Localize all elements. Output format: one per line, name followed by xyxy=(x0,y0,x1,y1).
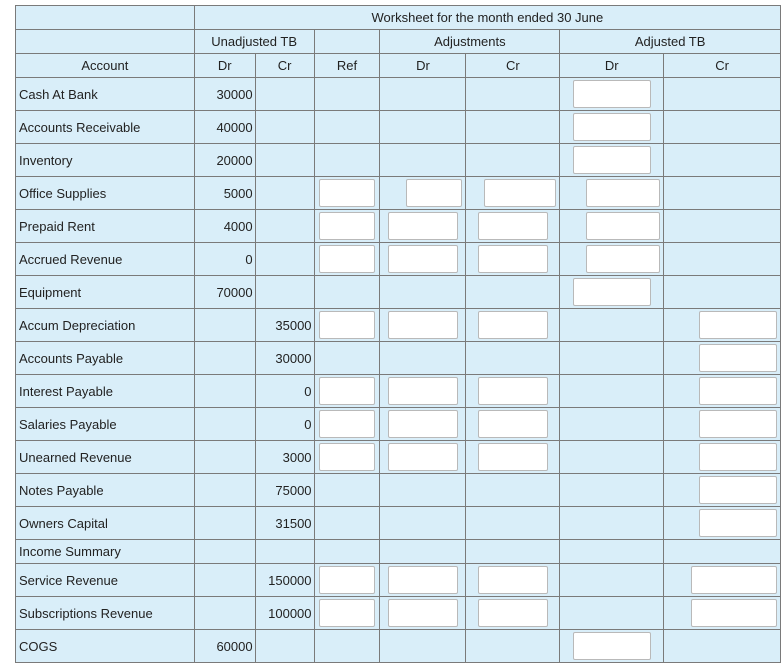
unadjusted-dr-value: 60000 xyxy=(194,630,255,663)
adj-dr-cell xyxy=(380,309,466,342)
table-row xyxy=(16,144,781,177)
adjustment-dr-input[interactable] xyxy=(388,566,458,594)
unadjusted-dr-header: Dr xyxy=(194,54,255,78)
adj-dr-cell xyxy=(380,630,466,663)
ref-input[interactable] xyxy=(319,566,375,594)
table-row xyxy=(16,540,781,564)
adjustments-dr-header: Dr xyxy=(380,54,466,78)
adj-cr-cell xyxy=(466,177,560,210)
account-name: Notes Payable xyxy=(16,474,195,507)
adjusted-dr-cell xyxy=(560,441,664,474)
adj-dr-cell xyxy=(380,564,466,597)
adjusted-cr-cell xyxy=(664,630,781,663)
unadjusted-cr-value: 100000 xyxy=(255,597,314,630)
adjusted-cr-cell xyxy=(664,243,781,276)
unadjusted-cr-value xyxy=(255,144,314,177)
blank-cell xyxy=(314,30,380,54)
table-row xyxy=(16,375,781,408)
adj-dr-cell xyxy=(380,210,466,243)
adj-cr-cell xyxy=(466,375,560,408)
adjusted-cr-cell xyxy=(664,78,781,111)
adjusted-dr-cell xyxy=(560,507,664,540)
adjusted-cr-input[interactable] xyxy=(699,476,777,504)
unadjusted-dr-value xyxy=(194,507,255,540)
adjusted-dr-cell xyxy=(560,408,664,441)
ref-cell xyxy=(314,111,380,144)
adj-cr-cell xyxy=(466,276,560,309)
adjusted-cr-cell xyxy=(664,309,781,342)
adjusted-dr-cell xyxy=(560,111,664,144)
ref-cell xyxy=(314,78,380,111)
adjusted-dr-cell xyxy=(560,144,664,177)
adjusted-cr-header: Cr xyxy=(664,54,781,78)
account-name: Salaries Payable xyxy=(16,408,195,441)
adj-cr-cell xyxy=(466,474,560,507)
adjusted-dr-cell xyxy=(560,342,664,375)
adjusted-cr-cell xyxy=(664,441,781,474)
adjusted-dr-input[interactable] xyxy=(573,80,651,108)
unadjusted-cr-value: 75000 xyxy=(255,474,314,507)
adjusted-cr-input[interactable] xyxy=(691,566,777,594)
adjustment-cr-input[interactable] xyxy=(478,311,548,339)
unadjusted-cr-value xyxy=(255,276,314,309)
adjusted-dr-input[interactable] xyxy=(573,113,651,141)
adjusted-dr-cell xyxy=(560,375,664,408)
ref-cell xyxy=(314,375,380,408)
adjusted-cr-cell xyxy=(664,111,781,144)
unadjusted-tb-header: Unadjusted TB xyxy=(194,30,314,54)
ref-cell xyxy=(314,474,380,507)
unadjusted-dr-value xyxy=(194,540,255,564)
adjustments-cr-header: Cr xyxy=(466,54,560,78)
table-row xyxy=(16,507,781,540)
adj-cr-cell xyxy=(466,540,560,564)
account-name: Prepaid Rent xyxy=(16,210,195,243)
ref-cell xyxy=(314,441,380,474)
adjusted-tb-header: Adjusted TB xyxy=(560,30,781,54)
ref-cell xyxy=(314,342,380,375)
adjusted-cr-cell xyxy=(664,597,781,630)
adjusted-cr-cell xyxy=(664,507,781,540)
adjustment-cr-input[interactable] xyxy=(478,443,548,471)
adjusted-dr-cell xyxy=(560,630,664,663)
unadjusted-dr-value xyxy=(194,474,255,507)
unadjusted-dr-value: 5000 xyxy=(194,177,255,210)
table-row xyxy=(16,111,781,144)
adj-dr-cell xyxy=(380,441,466,474)
unadjusted-cr-value xyxy=(255,177,314,210)
unadjusted-cr-value: 0 xyxy=(255,408,314,441)
adjusted-cr-cell xyxy=(664,564,781,597)
adjusted-cr-cell xyxy=(664,375,781,408)
adj-cr-cell xyxy=(466,111,560,144)
ref-input[interactable] xyxy=(319,443,375,471)
adj-cr-cell xyxy=(466,564,560,597)
account-name: Equipment xyxy=(16,276,195,309)
ref-cell xyxy=(314,408,380,441)
account-name: Accounts Payable xyxy=(16,342,195,375)
adjustment-dr-input[interactable] xyxy=(388,599,458,627)
adjusted-dr-input[interactable] xyxy=(573,146,651,174)
ref-cell xyxy=(314,630,380,663)
adjustment-dr-input[interactable] xyxy=(388,212,458,240)
table-row xyxy=(16,408,781,441)
adj-dr-cell xyxy=(380,144,466,177)
unadjusted-cr-value xyxy=(255,243,314,276)
adjusted-cr-cell xyxy=(664,540,781,564)
adjusted-dr-input[interactable] xyxy=(573,278,651,306)
adjustment-dr-input[interactable] xyxy=(388,443,458,471)
table-row xyxy=(16,564,781,597)
adjusted-cr-cell xyxy=(664,408,781,441)
adj-dr-cell xyxy=(380,540,466,564)
adj-cr-cell xyxy=(466,243,560,276)
ref-cell xyxy=(314,243,380,276)
ref-cell xyxy=(314,210,380,243)
adj-dr-cell xyxy=(380,375,466,408)
ref-input[interactable] xyxy=(319,179,375,207)
adj-cr-cell xyxy=(466,408,560,441)
adj-dr-cell xyxy=(380,177,466,210)
adjusted-dr-header: Dr xyxy=(560,54,664,78)
ref-cell xyxy=(314,507,380,540)
adjusted-dr-cell xyxy=(560,276,664,309)
adjusted-dr-cell xyxy=(560,210,664,243)
adjusted-dr-cell xyxy=(560,564,664,597)
ref-cell xyxy=(314,144,380,177)
adj-cr-cell xyxy=(466,144,560,177)
adjusted-dr-cell xyxy=(560,177,664,210)
adjustment-cr-input[interactable] xyxy=(478,566,548,594)
account-name: Subscriptions Revenue xyxy=(16,597,195,630)
unadjusted-cr-value xyxy=(255,111,314,144)
adjustment-dr-input[interactable] xyxy=(388,410,458,438)
adj-cr-cell xyxy=(466,597,560,630)
adjusted-dr-cell xyxy=(560,474,664,507)
unadjusted-cr-value: 35000 xyxy=(255,309,314,342)
ref-cell xyxy=(314,276,380,309)
adjusted-dr-cell xyxy=(560,540,664,564)
adjusted-cr-input[interactable] xyxy=(699,443,777,471)
table-row xyxy=(16,210,781,243)
adjustment-cr-input[interactable] xyxy=(478,245,548,273)
adjusted-cr-cell xyxy=(664,177,781,210)
adj-dr-cell xyxy=(380,474,466,507)
ref-input[interactable] xyxy=(319,599,375,627)
account-name: Owners Capital xyxy=(16,507,195,540)
unadjusted-cr-value xyxy=(255,78,314,111)
table-row xyxy=(16,441,781,474)
adjusted-cr-cell xyxy=(664,276,781,309)
account-name: Accounts Receivable xyxy=(16,111,195,144)
unadjusted-cr-header: Cr xyxy=(255,54,314,78)
adjusted-dr-input[interactable] xyxy=(586,179,660,207)
adjusted-cr-input[interactable] xyxy=(699,311,777,339)
table-row xyxy=(16,597,781,630)
adj-dr-cell xyxy=(380,243,466,276)
ref-input[interactable] xyxy=(319,311,375,339)
adj-dr-cell xyxy=(380,597,466,630)
adjusted-cr-input[interactable] xyxy=(699,377,777,405)
unadjusted-dr-value xyxy=(194,375,255,408)
adj-cr-cell xyxy=(466,441,560,474)
adj-cr-cell xyxy=(466,630,560,663)
unadjusted-dr-value: 70000 xyxy=(194,276,255,309)
ref-input[interactable] xyxy=(319,410,375,438)
ref-input[interactable] xyxy=(319,212,375,240)
adjusted-dr-input[interactable] xyxy=(586,245,660,273)
worksheet-title: Worksheet for the month ended 30 June xyxy=(194,6,780,30)
adj-cr-cell xyxy=(466,210,560,243)
adj-dr-cell xyxy=(380,408,466,441)
ref-cell xyxy=(314,597,380,630)
adjusted-cr-input[interactable] xyxy=(699,410,777,438)
adj-cr-cell xyxy=(466,342,560,375)
adjustment-cr-input[interactable] xyxy=(484,179,556,207)
account-column-header: Account xyxy=(16,54,195,78)
adjusted-dr-cell xyxy=(560,243,664,276)
blank-cell xyxy=(16,30,195,54)
table-row xyxy=(16,630,781,663)
adj-cr-cell xyxy=(466,507,560,540)
adjusted-dr-cell xyxy=(560,78,664,111)
account-name: Accrued Revenue xyxy=(16,243,195,276)
adjusted-cr-cell xyxy=(664,474,781,507)
adjusted-dr-cell xyxy=(560,597,664,630)
adj-dr-cell xyxy=(380,78,466,111)
adjusted-cr-cell xyxy=(664,342,781,375)
account-name: Inventory xyxy=(16,144,195,177)
adj-dr-cell xyxy=(380,342,466,375)
worksheet-table xyxy=(15,5,781,663)
adjusted-dr-cell xyxy=(560,309,664,342)
account-name: Office Supplies xyxy=(16,177,195,210)
unadjusted-dr-value xyxy=(194,597,255,630)
adjustment-dr-input[interactable] xyxy=(406,179,462,207)
account-name: Unearned Revenue xyxy=(16,441,195,474)
adjustment-dr-input[interactable] xyxy=(388,245,458,273)
unadjusted-dr-value xyxy=(194,342,255,375)
account-name: Interest Payable xyxy=(16,375,195,408)
table-row xyxy=(16,309,781,342)
unadjusted-cr-value xyxy=(255,630,314,663)
ref-input[interactable] xyxy=(319,245,375,273)
unadjusted-dr-value: 30000 xyxy=(194,78,255,111)
unadjusted-cr-value: 150000 xyxy=(255,564,314,597)
table-row xyxy=(16,342,781,375)
unadjusted-dr-value: 0 xyxy=(194,243,255,276)
account-name: Service Revenue xyxy=(16,564,195,597)
account-name: COGS xyxy=(16,630,195,663)
unadjusted-dr-value xyxy=(194,564,255,597)
adj-cr-cell xyxy=(466,78,560,111)
account-name: Cash At Bank xyxy=(16,78,195,111)
unadjusted-dr-value xyxy=(194,441,255,474)
adj-dr-cell xyxy=(380,507,466,540)
unadjusted-dr-value xyxy=(194,408,255,441)
unadjusted-dr-value: 20000 xyxy=(194,144,255,177)
adjustment-dr-input[interactable] xyxy=(388,311,458,339)
table-row xyxy=(16,78,781,111)
adjustment-cr-input[interactable] xyxy=(478,599,548,627)
unadjusted-cr-value: 0 xyxy=(255,375,314,408)
adjusted-cr-cell xyxy=(664,144,781,177)
adjustment-cr-input[interactable] xyxy=(478,212,548,240)
ref-cell xyxy=(314,540,380,564)
adj-dr-cell xyxy=(380,111,466,144)
table-row xyxy=(16,243,781,276)
adjustments-header: Adjustments xyxy=(380,30,560,54)
unadjusted-dr-value xyxy=(194,309,255,342)
unadjusted-dr-value: 40000 xyxy=(194,111,255,144)
unadjusted-cr-value: 30000 xyxy=(255,342,314,375)
account-name: Income Summary xyxy=(16,540,195,564)
unadjusted-dr-value: 4000 xyxy=(194,210,255,243)
adjusted-cr-cell xyxy=(664,210,781,243)
unadjusted-cr-value xyxy=(255,210,314,243)
ref-header: Ref xyxy=(314,54,380,78)
adjusted-cr-input[interactable] xyxy=(691,599,777,627)
corner-blank-cell xyxy=(16,6,195,30)
ref-input[interactable] xyxy=(319,377,375,405)
unadjusted-cr-value: 3000 xyxy=(255,441,314,474)
ref-cell xyxy=(314,177,380,210)
table-row xyxy=(16,177,781,210)
adj-dr-cell xyxy=(380,276,466,309)
adjustment-dr-input[interactable] xyxy=(388,377,458,405)
table-row xyxy=(16,474,781,507)
ref-cell xyxy=(314,309,380,342)
table-row xyxy=(16,276,781,309)
adjustment-cr-input[interactable] xyxy=(478,377,548,405)
account-name: Accum Depreciation xyxy=(16,309,195,342)
unadjusted-cr-value xyxy=(255,540,314,564)
adjusted-cr-input[interactable] xyxy=(699,344,777,372)
adjusted-cr-input[interactable] xyxy=(699,509,777,537)
adjusted-dr-input[interactable] xyxy=(586,212,660,240)
adj-cr-cell xyxy=(466,309,560,342)
adjusted-dr-input[interactable] xyxy=(573,632,651,660)
ref-cell xyxy=(314,564,380,597)
adjustment-cr-input[interactable] xyxy=(478,410,548,438)
unadjusted-cr-value: 31500 xyxy=(255,507,314,540)
